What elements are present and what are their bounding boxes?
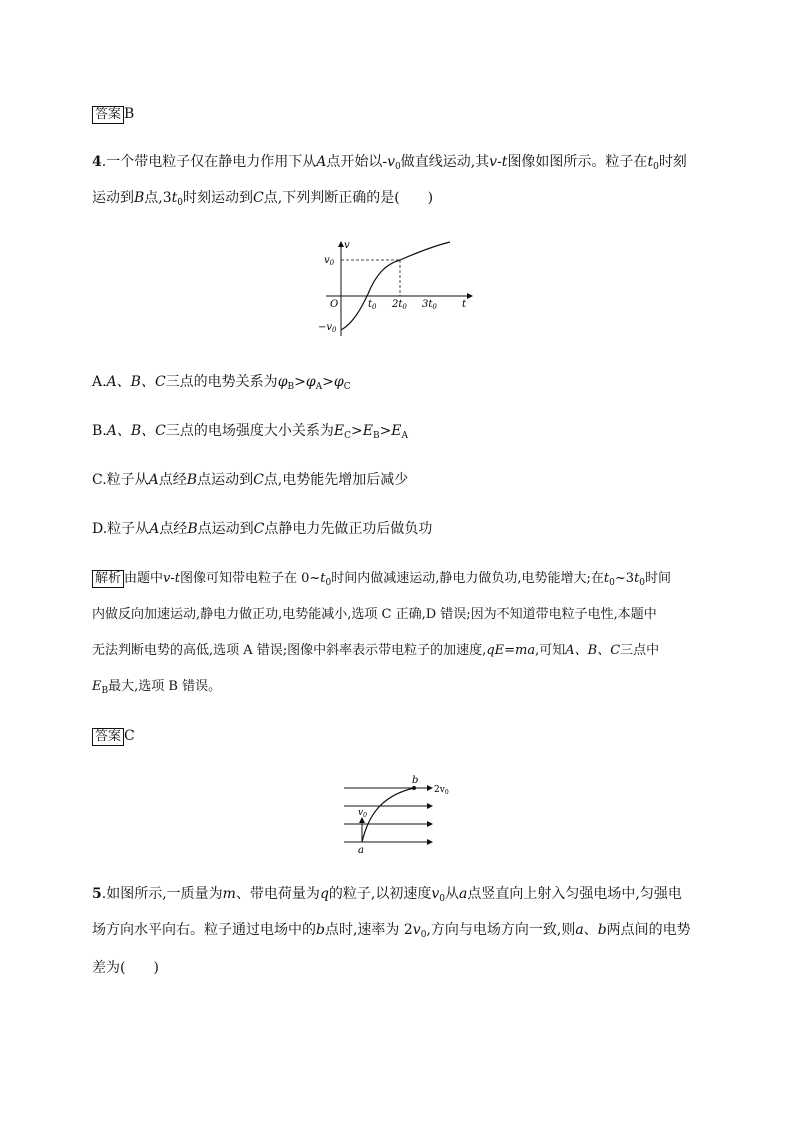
text: 点静电力先做正功后做负功 (264, 521, 433, 537)
text: A (315, 382, 323, 392)
text: 0 (653, 162, 659, 172)
text: E (92, 679, 102, 694)
solution-label: 解析 (92, 570, 124, 588)
vt-graph (316, 236, 480, 340)
text: 三点的电场强度大小关系为 (165, 423, 334, 439)
solution-line-3 (92, 641, 659, 661)
text: B (101, 686, 109, 696)
solution-line-4 (92, 677, 221, 701)
text: 时刻运动到 (183, 190, 254, 206)
answer-label: 答案 (92, 728, 124, 746)
text: 0 (439, 894, 446, 904)
text: 点,电势能先增加后减少 (263, 472, 409, 488)
solution-line-2: 内做反向加速运动,静电力做正功,电势能减小,选项 C 正确,D 错误;因为不知道带电粒子电性,本题中 (92, 607, 657, 622)
text: v-t (163, 571, 180, 586)
text: 运动到 (92, 190, 134, 206)
text: .一个带电粒子仅在静电力作用下从 (101, 154, 317, 170)
point-a-label: a (358, 845, 364, 854)
text: t (171, 190, 178, 206)
text: B (186, 472, 198, 488)
text: t (634, 571, 640, 586)
text: >φ (322, 374, 344, 390)
text: 点开始以- (326, 154, 388, 170)
field-diagram (338, 772, 458, 854)
text: v (387, 154, 395, 170)
text: a (459, 886, 468, 902)
neg-v0-label: $-v_0$ (318, 322, 337, 334)
v-label: v (344, 240, 350, 251)
text: 0 (639, 578, 646, 588)
text: 图像可知带电粒子在 0~ (180, 571, 321, 586)
answer-value: B (124, 106, 135, 122)
text: 最大,选项 B 错误。 (108, 679, 222, 694)
text: ~3 (614, 571, 635, 586)
text: m (222, 886, 236, 902)
text: 0 (394, 162, 401, 172)
option-c (92, 470, 408, 490)
text: 点运动到 (197, 472, 254, 488)
2v0-label: $2v_0$ (434, 785, 449, 796)
question-4-line-1 (92, 152, 687, 177)
point-b-label: b (412, 775, 419, 786)
text: B (372, 431, 380, 441)
text: qE (486, 643, 505, 658)
text: φ (277, 374, 288, 390)
t0-label: $t_0$ (368, 299, 377, 311)
text: >E (351, 423, 373, 439)
text: a (575, 922, 584, 938)
text: 点竖直向上射入匀强电场中,匀强电 (467, 886, 682, 902)
answer-2 (92, 726, 135, 746)
point-b (412, 786, 416, 790)
text: C (253, 472, 264, 488)
question-5-line-3: 差为( ) (92, 960, 159, 976)
text: 三点中 (620, 643, 660, 658)
text: 、带电荷量为 (235, 886, 320, 902)
text: 时间 (645, 571, 672, 586)
question-5-line-2 (92, 920, 691, 945)
text: 时刻 (658, 154, 687, 170)
v0-label: $v_0$ (324, 255, 335, 267)
option-b (92, 421, 408, 446)
text: 点时,速率为 2 (324, 922, 413, 938)
text: >E (379, 423, 402, 439)
text: 点经 (159, 521, 188, 537)
text: 点经 (158, 472, 187, 488)
text: 三点的电势关系为 (165, 374, 278, 390)
trajectory (362, 788, 414, 842)
text: 、 (583, 922, 598, 938)
text: C (344, 431, 351, 441)
v0-label: $v_0$ (358, 808, 367, 819)
text: C (253, 521, 265, 537)
text: ,方向与电场方向一致,则 (426, 922, 576, 938)
text: C (343, 382, 351, 392)
text: 由题中 (124, 571, 164, 586)
text: A、B、C (106, 423, 166, 439)
text: 从 (445, 886, 460, 902)
text: 0 (420, 930, 427, 940)
text: B (187, 521, 198, 537)
question-5-line-1 (92, 884, 682, 909)
text: t (603, 571, 610, 586)
origin-label: O (330, 299, 339, 310)
text: t (320, 571, 326, 586)
answer-label: 答案 (92, 106, 124, 124)
text: 无法判断电势的高低,选项 A 错误;图像中斜率表示带电粒子的加速度, (92, 643, 487, 658)
text: v (431, 886, 440, 902)
text: B (287, 382, 295, 392)
text: A (401, 431, 409, 441)
text: 0 (325, 578, 332, 588)
text: B. (92, 423, 107, 439)
option-a (92, 372, 351, 397)
text: A (149, 521, 160, 537)
text: q (319, 886, 329, 902)
text: >φ (294, 374, 316, 390)
text: .如图所示,一质量为 (101, 886, 223, 902)
text: A (316, 154, 327, 170)
question-4-line-2 (92, 188, 433, 213)
vt-curve (341, 242, 450, 330)
text: 点,下列判断正确的是( ) (263, 190, 434, 206)
text: 0 (177, 198, 184, 208)
text: 时间内做减速运动,静电力做负功,电势能增大;在 (331, 571, 604, 586)
answer-value: C (124, 728, 135, 744)
question-number: 4 (92, 154, 102, 170)
text: 0 (609, 578, 615, 588)
text: 点,3 (144, 190, 172, 206)
text: v-t (489, 154, 508, 170)
t-label: t (462, 299, 467, 310)
text: = (504, 643, 516, 658)
text: 两点间的电势 (606, 922, 691, 938)
text: A、B、C (565, 643, 621, 658)
text: v (412, 922, 421, 938)
text: C.粒子从 (92, 472, 149, 488)
text: C (253, 190, 264, 206)
text: D.粒子从 (92, 521, 150, 537)
text: A、B、C (106, 374, 166, 390)
text: A (148, 472, 159, 488)
text: B (134, 190, 145, 206)
text: ,可知 (535, 643, 566, 658)
text: A. (92, 374, 107, 390)
text: 点运动到 (197, 521, 254, 537)
text: E (333, 423, 345, 439)
text: 做直线运动,其 (400, 154, 490, 170)
solution-line-1 (92, 569, 671, 593)
text: b (597, 922, 607, 938)
option-d (92, 519, 432, 539)
text: 图像如图所示。粒子在 (507, 154, 648, 170)
question-number: 5 (92, 886, 102, 902)
text: t (647, 154, 654, 170)
text: ma (515, 643, 536, 658)
text: b (316, 922, 325, 938)
2t0-label: $2t_0$ (392, 299, 407, 311)
3t0-label: $3t_0$ (422, 299, 437, 311)
text: 场方向水平向右。粒子通过电场中的 (92, 922, 316, 938)
text: 的粒子,以初速度 (328, 886, 432, 902)
answer-1 (92, 104, 134, 124)
